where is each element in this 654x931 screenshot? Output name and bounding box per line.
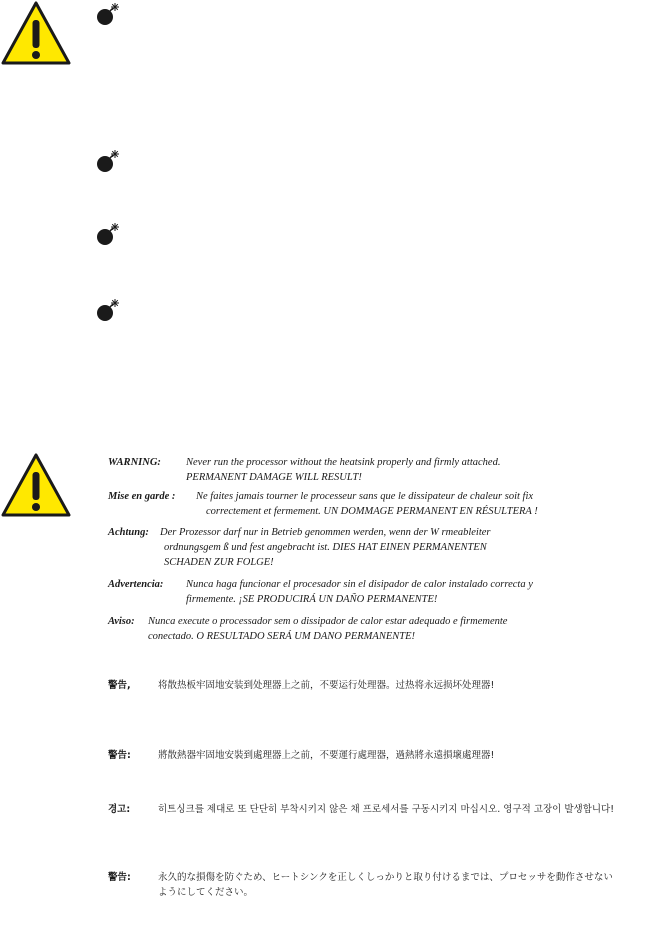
bomb-icon	[96, 149, 120, 173]
warning-label: Advertencia:	[108, 579, 164, 590]
warning-line: PERMANENT DAMAGE WILL RESULT!	[186, 472, 362, 483]
warning-japanese	[108, 870, 628, 900]
warning-line: correctement et fermement. UN DOMMAGE PERMANENT EN RÉSULTERA !	[206, 506, 538, 517]
bomb-icon	[96, 298, 120, 322]
warning-korean	[108, 802, 628, 817]
warning-triangle-icon	[0, 452, 72, 518]
warning-label: Achtung:	[108, 527, 149, 538]
warning-label: 警告:	[108, 750, 131, 761]
warning-label: 경고:	[108, 804, 131, 815]
warning-text: 将散热板牢固地安装到处理器上之前，不要运行处理器。过热将永远损坏处理器!	[158, 680, 495, 691]
warning-label: 警告,	[108, 680, 131, 691]
warning-line: Nunca haga funcionar el procesador sin el disipador de calor instalado correcta y	[186, 579, 533, 590]
warning-french	[108, 489, 628, 519]
warning-label: Aviso:	[108, 616, 135, 627]
warning-line: Never run the processor without the heatsink properly and firmly attached.	[186, 457, 501, 468]
warning-line: Nunca execute o processador sem o dissipador de calor estar adequado e firmemente	[148, 616, 508, 627]
warning-text: 永久的な損傷を防ぐため、ヒートシンクを正しくしっかりと取り付けるまでは、プロセッサを動作させないようにしてください。	[158, 872, 613, 898]
warning-line: Ne faites jamais tourner le processeur sans que le dissipateur de chaleur soit fix	[196, 491, 534, 502]
warning-german	[108, 525, 628, 570]
warning-simplified-chinese	[108, 678, 628, 693]
warning-traditional-chinese	[108, 748, 628, 763]
warning-text: 將散熱器牢固地安裝到處理器上之前，不要運行處理器，過熱將永遠損壞處理器!	[158, 750, 495, 761]
warning-portuguese	[108, 614, 628, 644]
warning-line: ordnungsgem ß und fest angebracht ist. DIES HAT EINEN PERMANENTEN	[164, 542, 487, 553]
warning-label: WARNING:	[108, 457, 161, 468]
warning-line: Der Prozessor darf nur in Betrieb genommen werden, wenn der W rmeableiter	[160, 527, 491, 538]
bomb-icon	[96, 222, 120, 246]
bomb-icon	[96, 2, 120, 26]
warning-text: 히트싱크를 제대로 또 단단히 부착시키지 않은 채 프로세서를 구동시키지 마십시오. 영구적 고장이 발생합니다!	[158, 804, 615, 815]
warning-spanish	[108, 577, 628, 607]
warning-line: firmemente. ¡SE PRODUCIRÁ UN DAÑO PERMANENTE!	[186, 594, 438, 605]
warning-line: conectado. O RESULTADO SERÁ UM DANO PERMANENTE!	[148, 631, 416, 642]
warning-triangle-icon	[0, 0, 72, 66]
warning-label: Mise en garde :	[108, 491, 176, 502]
warning-label: 警告:	[108, 872, 131, 883]
warning-english	[108, 455, 628, 485]
warning-line: SCHADEN ZUR FOLGE!	[164, 557, 274, 568]
